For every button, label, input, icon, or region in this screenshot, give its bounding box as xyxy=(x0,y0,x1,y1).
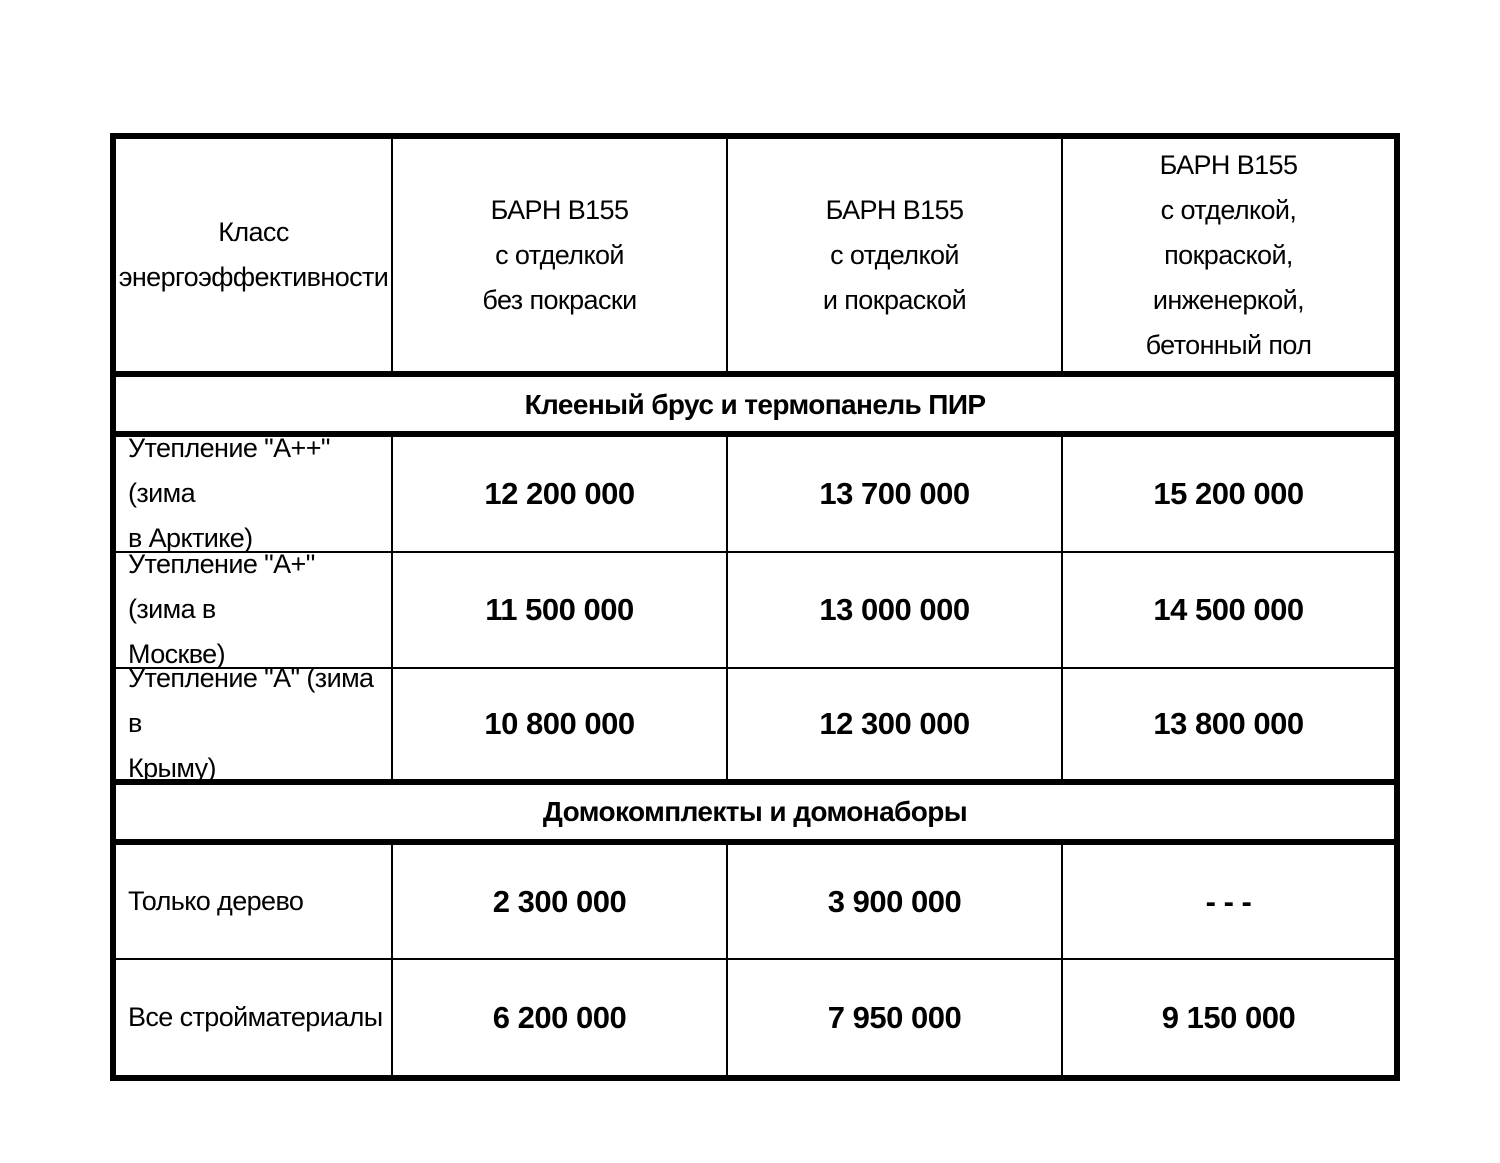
table-row xyxy=(116,663,1394,785)
price-cell: 9 150 000 xyxy=(1161,999,1296,1035)
price-cell: 11 500 000 xyxy=(393,553,728,667)
row-label: Утепление "А+" (зима в Москве) xyxy=(116,553,393,667)
price-cell: 14 500 000 xyxy=(1153,592,1304,628)
row-label: Только дерево xyxy=(116,845,393,958)
price-cell: 12 200 000 xyxy=(393,437,728,551)
row-label: Все стройматериалы xyxy=(116,960,393,1075)
header-full-package: БАРН В155 с отделкой, покраской, инженеркой, бетонный пол xyxy=(1145,149,1312,360)
table-row xyxy=(116,960,1394,1075)
row-label: Утепление "А" (зима в Крыму) xyxy=(116,669,393,779)
table-header-row xyxy=(116,139,1394,377)
header-finish-no-paint: БАРН В155 с отделкой без покраски xyxy=(393,139,728,371)
table-row xyxy=(116,433,1394,554)
price-cell: 13 000 000 xyxy=(728,553,1063,667)
header-energy-class: Класс энергоэффективности xyxy=(116,139,393,371)
price-cell: 6 200 000 xyxy=(393,960,728,1075)
table-row xyxy=(116,549,1394,670)
price-cell: 15 200 000 xyxy=(1153,476,1304,512)
table-row xyxy=(116,845,1394,960)
section-title-house-kits: Домокомплекты и домонаборы xyxy=(542,796,968,828)
header-finish-paint: БАРН В155 с отделкой и покраской xyxy=(728,139,1063,371)
price-cell: 7 950 000 xyxy=(728,960,1063,1075)
price-cell: 10 800 000 xyxy=(393,669,728,779)
section-title-glued-timber: Клееный брус и термопанель ПИР xyxy=(524,388,986,420)
price-table xyxy=(110,133,1400,1081)
price-cell: 12 300 000 xyxy=(728,669,1063,779)
price-cell: 13 800 000 xyxy=(1153,706,1304,742)
row-label: Утепление "А++" (зима в Арктике) xyxy=(116,437,393,551)
section-title-row xyxy=(116,785,1394,845)
price-cell: 3 900 000 xyxy=(728,845,1063,958)
price-cell: 13 700 000 xyxy=(728,437,1063,551)
price-cell: - - - xyxy=(1205,883,1252,919)
price-cell: 2 300 000 xyxy=(393,845,728,958)
